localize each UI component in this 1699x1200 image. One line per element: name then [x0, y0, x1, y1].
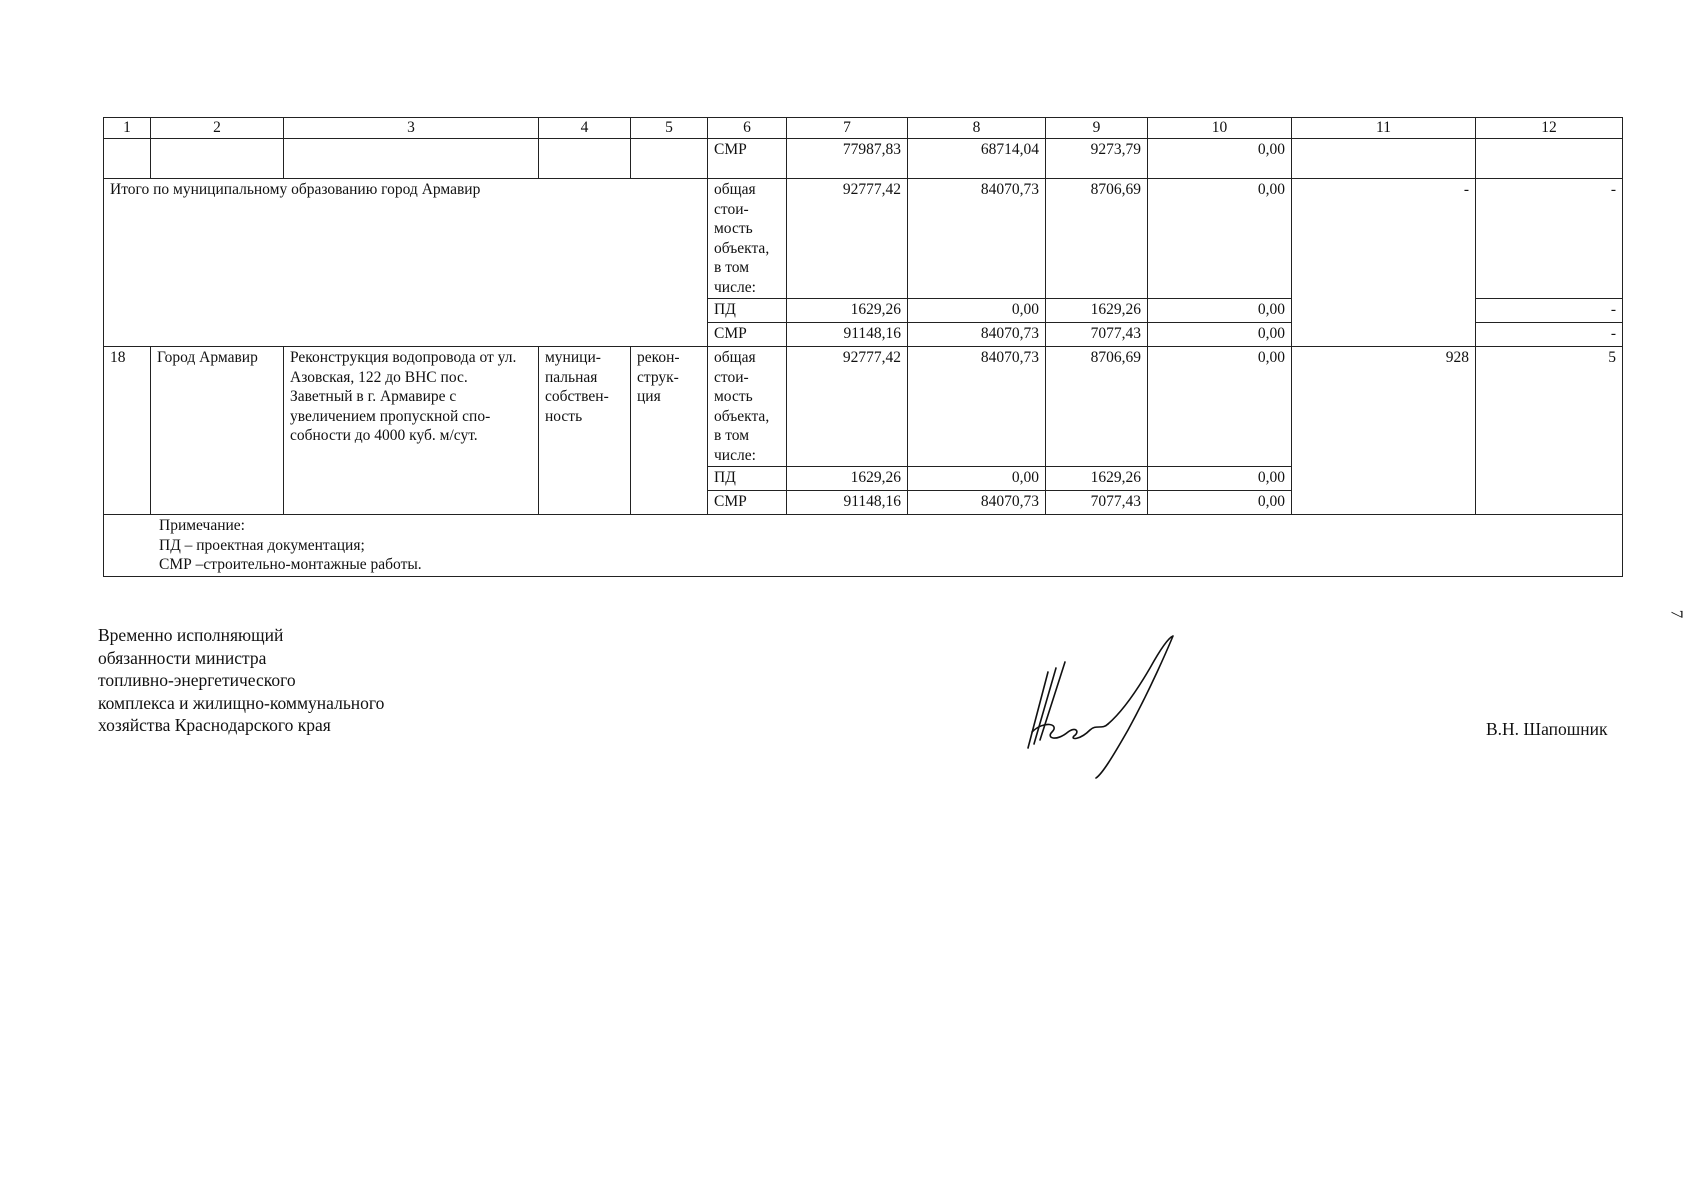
- value-cell: 77987,83: [787, 139, 908, 179]
- value-cell: 0,00: [1148, 467, 1292, 491]
- carry-over-row: [104, 139, 1623, 179]
- signer-line: хозяйства Краснодарского края: [98, 715, 331, 735]
- signer-position: [98, 624, 384, 737]
- value-cell: 0,00: [1148, 347, 1292, 467]
- value-cell: 8706,69: [1046, 179, 1148, 299]
- signer-line: комплекса и жилищно-коммунального: [98, 692, 385, 713]
- value-cell: 0,00: [908, 467, 1046, 491]
- handwritten-signature: [1010, 620, 1190, 780]
- column-number-row: [104, 118, 1623, 139]
- item-number: 18: [104, 347, 151, 515]
- cost-type-cell: СМР: [708, 139, 787, 179]
- value-cell: 0,00: [1148, 491, 1292, 515]
- value-cell: 0,00: [1148, 139, 1292, 179]
- value-cell: 92777,42: [787, 347, 908, 467]
- value-cell: 8706,69: [1046, 347, 1148, 467]
- col-num-10: 10: [1148, 118, 1292, 139]
- cost-type-cell: общая стои-мость объекта, в том числе:: [708, 179, 787, 299]
- signer-name: В.Н. Шапошник: [1486, 719, 1608, 739]
- col-num-12: 12: [1476, 118, 1623, 139]
- item-ownership: муници-пальная собствен-ность: [539, 347, 631, 515]
- value-cell: 9273,79: [1046, 139, 1148, 179]
- item-col12: 5: [1476, 347, 1623, 515]
- col-num-11: 11: [1292, 118, 1476, 139]
- value-cell: 1629,26: [1046, 467, 1148, 491]
- note-line-pd: ПД – проектная документация;: [159, 536, 365, 554]
- item-municipality: Город Армавир: [151, 347, 284, 515]
- value-cell: 0,00: [1148, 323, 1292, 347]
- col-num-9: 9: [1046, 118, 1148, 139]
- note-cell: [104, 515, 1623, 577]
- signer-line: обязанности министра: [98, 647, 267, 668]
- value-cell: 0,00: [1148, 299, 1292, 323]
- value-cell: 84070,73: [908, 491, 1046, 515]
- cost-type-cell: общая стои-мость объекта, в том числе:: [708, 347, 787, 467]
- signer-line: Временно исполняющий: [98, 625, 284, 645]
- total-label: Итого по муниципальному образованию город Армавир: [104, 179, 708, 347]
- col-num-3: 3: [284, 118, 539, 139]
- value-cell: 68714,04: [908, 139, 1046, 179]
- note-row: [104, 515, 1623, 577]
- value-cell: 0,00: [1148, 179, 1292, 299]
- col-num-8: 8: [908, 118, 1046, 139]
- total-col11: -: [1292, 179, 1476, 347]
- financing-table: [103, 117, 1623, 577]
- value-cell: 1629,26: [787, 299, 908, 323]
- total-col12: -: [1476, 323, 1623, 347]
- item-row-overall: [104, 347, 1623, 467]
- item-name: Реконструкция водопровода от ул. Азовская, 122 до ВНС пос. Заветный в г. Армавире с увеличением пропускной спо-собности до 4000 куб. м/сут.: [284, 347, 539, 515]
- col-num-1: 1: [104, 118, 151, 139]
- total-col12: -: [1476, 299, 1623, 323]
- total-col12: -: [1476, 179, 1623, 299]
- value-cell: 1629,26: [1046, 299, 1148, 323]
- total-row-overall: [104, 179, 1623, 299]
- value-cell: 84070,73: [908, 179, 1046, 299]
- value-cell: 1629,26: [787, 467, 908, 491]
- cost-type-cell: ПД: [708, 467, 787, 491]
- value-cell: 92777,42: [787, 179, 908, 299]
- note-title: Примечание:: [159, 517, 245, 534]
- col-num-2: 2: [151, 118, 284, 139]
- value-cell: 0,00: [908, 299, 1046, 323]
- signer-line: топливно-энергетического: [98, 670, 296, 690]
- value-cell: 84070,73: [908, 323, 1046, 347]
- value-cell: 84070,73: [908, 347, 1046, 467]
- value-cell: 7077,43: [1046, 491, 1148, 515]
- value-cell: 91148,16: [787, 491, 908, 515]
- cost-type-cell: ПД: [708, 299, 787, 323]
- cost-type-cell: СМР: [708, 491, 787, 515]
- col-num-4: 4: [539, 118, 631, 139]
- col-num-7: 7: [787, 118, 908, 139]
- col-num-6: 6: [708, 118, 787, 139]
- item-col11: 928: [1292, 347, 1476, 515]
- item-work-type: рекон-струк-ция: [631, 347, 708, 515]
- note-line-smr: СМР –строительно-монтажные работы.: [159, 556, 422, 573]
- col-num-5: 5: [631, 118, 708, 139]
- value-cell: 91148,16: [787, 323, 908, 347]
- cost-type-cell: СМР: [708, 323, 787, 347]
- page-number: 7: [1667, 609, 1687, 619]
- value-cell: 7077,43: [1046, 323, 1148, 347]
